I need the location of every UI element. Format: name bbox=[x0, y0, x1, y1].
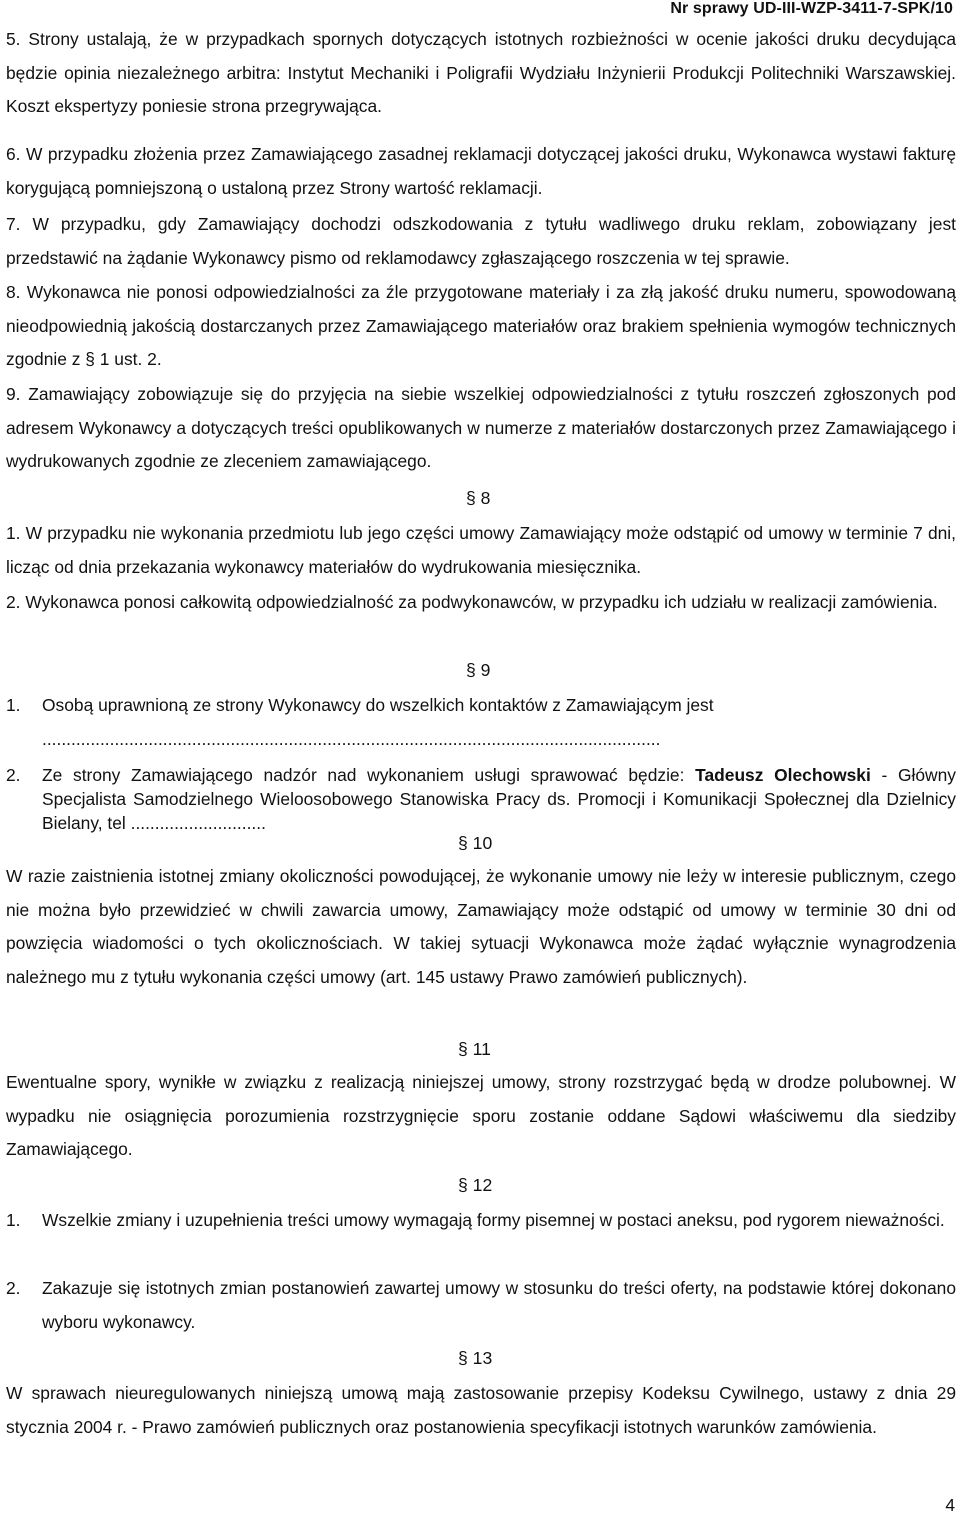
paragraph-8: 8. Wykonawca nie ponosi odpowiedzialności za źle przygotowane materiały i za złą jakość druku numeru, spowodowaną nieodpowiednią jakością dostarczanych przez Zamawiającego materiałów oraz brakiem spełnienia wymogów technicznych zgodnie z § 1 ust. 2. bbox=[6, 282, 956, 369]
section-11-text: Ewentualne spory, wynikłe w związku z realizacją niniejszej umowy, strony rozstrzygać będą w drodze polubownej. W wypadku nie osiągnięcia porozumienia rozstrzygnięcie sporu zostanie oddane Sądowi właściwemu dla siedziby Zamawiającego. bbox=[6, 1072, 956, 1159]
section-13-heading: § 13 bbox=[458, 1348, 493, 1368]
paragraph-6: 6. W przypadku złożenia przez Zamawiającego zasadnej reklamacji dotyczącej jakości druku, Wykonawca wystawi fakturę korygującą pomniejszoną o ustaloną przez Strony wartość reklamacji. bbox=[6, 144, 956, 198]
supervisor-prefix: Ze strony Zamawiającego nadzór nad wykonaniem usługi sprawować będzie: bbox=[42, 765, 696, 785]
item-number: 2. bbox=[6, 765, 21, 785]
paragraph-5: 5. Strony ustalają, że w przypadkach spornych dotyczących istotnych rozbieżności w ocenie jakości druku decydująca będzie opinia niezależnego arbitra: Instytut Mechaniki i Poligrafii Wydziału Inżynierii Produkcji Politechniki Warszawskiej. Koszt ekspertyzy poniesie strona przegrywająca. bbox=[6, 29, 956, 116]
page-number: 4 bbox=[945, 1495, 955, 1515]
paragraph-7: 7. W przypadku, gdy Zamawiający dochodzi odszkodowania z tytułu wadliwego druku reklam, zobowiązany jest przedstawić na żądanie Wykonawcy pismo od reklamodawcy zgłaszającego roszczenia w tej sprawie. bbox=[6, 214, 956, 268]
section-10-text: W razie zaistnienia istotnej zmiany okoliczności powodującej, że wykonanie umowy nie leży w interesie publicznym, czego nie można było przewidzieć w chwili zawarcia umowy, Zamawiający może odstąpić od umowy w terminie 30 dni od powzięcia wiadomości o tych okolicznościach. W takiej sytuacji Wykonawca może żądać wyłącznie wynagrodzenia należnego mu z tytułu wykonania części umowy (art. 145 ustawy Prawo zamówień publicznych). bbox=[6, 866, 956, 987]
supervisor-name: Tadeusz Olechowski bbox=[695, 765, 871, 785]
item-text: Zakazuje się istotnych zmian postanowień zawartej umowy w stosunku do treści oferty, na podstawie której dokonano wyboru wykonawcy. bbox=[42, 1278, 956, 1332]
section-12-item-1 bbox=[6, 1204, 956, 1272]
item-number: 1. bbox=[6, 695, 21, 715]
section-12-heading: § 12 bbox=[458, 1175, 493, 1195]
item-text bbox=[42, 689, 956, 756]
section-8-heading: § 8 bbox=[466, 488, 491, 508]
case-number-header: Nr sprawy UD-III-WZP-3411-7-SPK/10 bbox=[670, 0, 953, 17]
item-number: 1. bbox=[6, 1210, 21, 1230]
item-number: 2. bbox=[6, 1278, 21, 1298]
section-9-item-1 bbox=[6, 689, 956, 759]
section-13-text: W sprawach nieuregulowanych niniejszą umową mają zastosowanie przepisy Kodeksu Cywilnego, ustawy z dnia 29 stycznia 2004 r. - Prawo zamówień publicznych oraz postanowienia specyfikacji istotnych warunków zamówienia. bbox=[6, 1383, 956, 1437]
contact-person-dots: ................................................................................................................................ bbox=[42, 728, 661, 749]
paragraph-9: 9. Zamawiający zobowiązuje się do przyjęcia na siebie wszelkiej odpowiedzialności z tytułu roszczeń zgłoszonych pod adresem Wykonawcy a dotyczących treści opublikowanych w numerze z materiałów dostarczonych przez Zamawiającego i wydrukowanych zgodnie ze zleceniem zamawiającego. bbox=[6, 384, 956, 471]
section-11-heading: § 11 bbox=[458, 1039, 491, 1059]
section-8-point-1: 1. W przypadku nie wykonania przedmiotu lub jego części umowy Zamawiający może odstąpić od umowy w terminie 7 dni, licząc od dnia przekazania wykonawcy materiałów do wydrukowania miesięcznika. bbox=[6, 523, 956, 577]
item-text: Wszelkie zmiany i uzupełnienia treści umowy wymagają formy pisemnej w postaci aneksu, pod rygorem nieważności. bbox=[42, 1210, 945, 1230]
section-10-heading: § 10 bbox=[458, 833, 493, 853]
item-text bbox=[42, 763, 956, 835]
supervisor-suffix: - Główny Specjalista Samodzielnego Wieloosobowego Stanowiska Pracy ds. Promocji i Komunikacji Społecznej dla Dzielnicy Bielany, tel ............................ bbox=[42, 765, 956, 833]
section-8-point-2: 2. Wykonawca ponosi całkowitą odpowiedzialność za podwykonawców, w przypadku ich udziału w realizacji zamówienia. bbox=[6, 592, 938, 612]
contact-person-text: Osobą uprawnioną ze strony Wykonawcy do wszelkich kontaktów z Zamawiającym jest bbox=[42, 695, 714, 715]
section-9-heading: § 9 bbox=[466, 660, 491, 680]
section-12-item-2 bbox=[6, 1272, 956, 1340]
section-9-item-2 bbox=[6, 763, 956, 835]
